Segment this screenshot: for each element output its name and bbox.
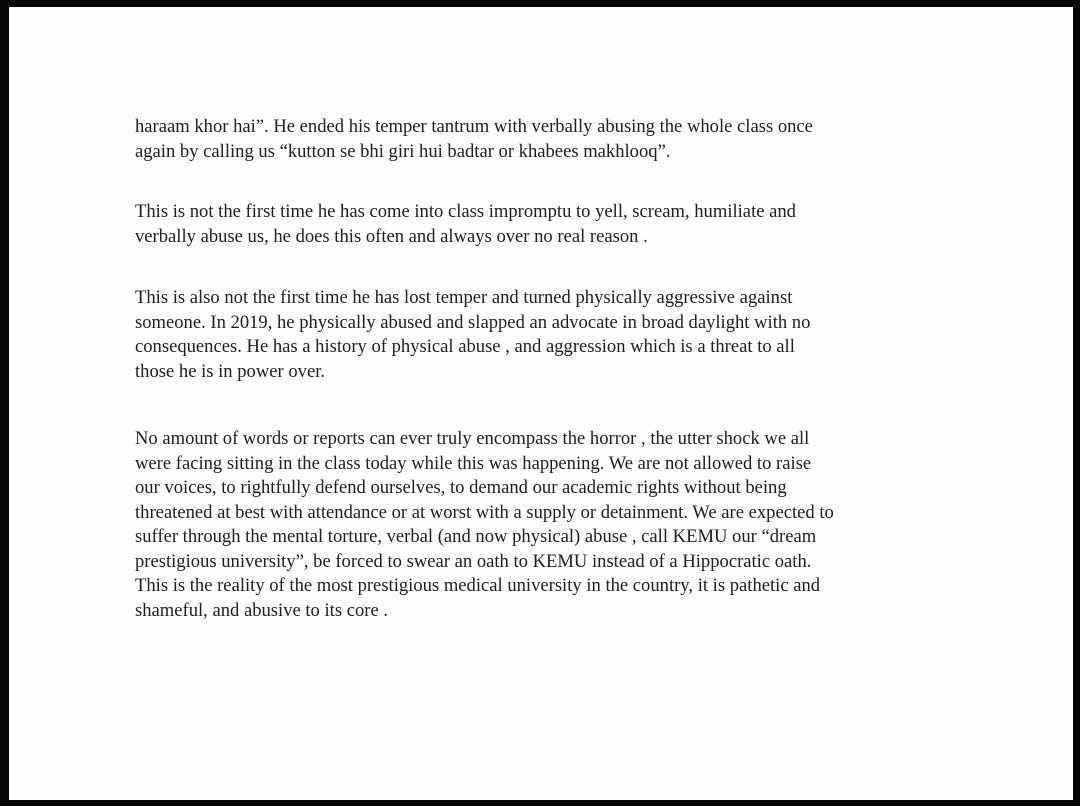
text-line: haraam khor hai”. He ended his temper tantrum with verbally abusing the whole class once	[135, 116, 813, 137]
text-line: our voices, to rightfully defend ourselves, to demand our academic rights without being	[135, 477, 787, 498]
text-line: verbally abuse us, he does this often and always over no real reason .	[135, 225, 648, 247]
paragraph-4	[135, 427, 834, 623]
document-page	[9, 7, 1073, 800]
text-line: This is also not the first time he has lost temper and turned physically aggressive against	[135, 287, 793, 308]
text-line: suffer through the mental torture, verbal (and now physical) abuse , call KEMU our “dream	[135, 526, 817, 547]
text-line: This is not the first time he has come into class impromptu to yell, scream, humiliate and	[135, 201, 796, 222]
paragraph-3	[135, 286, 810, 384]
text-line: someone. In 2019, he physically abused and slapped an advocate in broad daylight with no	[135, 311, 811, 333]
text-line: prestigious university”, be forced to swear an oath to KEMU instead of a Hippocratic oath.	[135, 550, 812, 572]
text-line: those he is in power over.	[135, 360, 326, 382]
text-line: consequences. He has a history of physical abuse , and aggression which is a threat to all	[135, 336, 795, 357]
paragraph-2	[135, 200, 796, 249]
text-line: shameful, and abusive to its core .	[135, 599, 389, 621]
text-line: again by calling us “kutton se bhi giri hui badtar or khabees makhlooq”.	[135, 140, 671, 162]
paragraph-1	[135, 115, 813, 164]
text-line: No amount of words or reports can ever truly encompass the horror , the utter shock we all	[135, 428, 810, 449]
text-line: threatened at best with attendance or at worst with a supply or detainment. We are expected to	[135, 501, 834, 523]
text-line: This is the reality of the most prestigious medical university in the country, it is pathetic and	[135, 575, 821, 596]
text-line: were facing sitting in the class today while this was happening. We are not allowed to raise	[135, 452, 812, 474]
